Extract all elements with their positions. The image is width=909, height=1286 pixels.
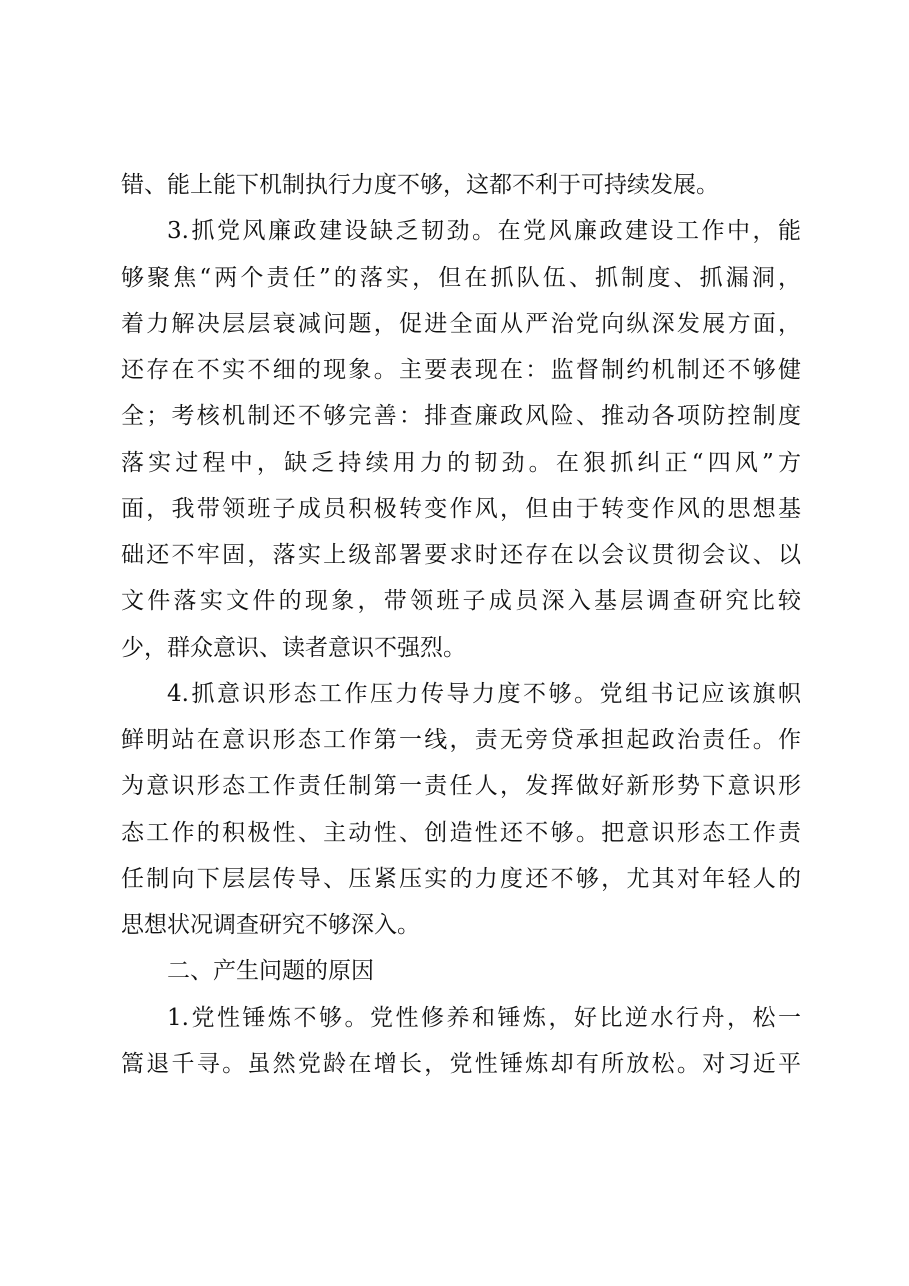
text-line: 文件落实文件的现象，带领班子成员深入基层调查研究比较 (121, 588, 801, 615)
document-body (121, 162, 801, 1087)
text-line: 3.抓党风廉政建设缺乏韧劲。在党风廉政建设工作中，能 (167, 218, 801, 245)
text-line: 为意识形态工作责任制第一责任人，发挥做好新形势下意识形 (121, 773, 801, 800)
text-line: 落实过程中，缺乏持续用力的韧劲。在狠抓纠正“四风”方 (121, 449, 801, 476)
text-line: 4.抓意识形态工作压力传导力度不够。党组书记应该旗帜 (167, 680, 801, 707)
text-line: 着力解决层层衰减问题，促进全面从严治党向纵深发展方面， (121, 310, 801, 337)
text-line: 全；考核机制还不够完善：排查廉政风险、推动各项防控制度 (121, 403, 801, 430)
text-line: 任制向下层层传导、压紧压实的力度还不够，尤其对年轻人的 (121, 865, 801, 892)
text-line: 鲜明站在意识形态工作第一线，责无旁贷承担起政治责任。作 (121, 727, 801, 753)
text-line: 思想状况调查研究不够深入。 (121, 912, 420, 938)
text-line: 态工作的积极性、主动性、创造性还不够。把意识形态工作责 (121, 819, 801, 846)
text-line: 面，我带领班子成员积极转变作风，但由于转变作风的思想基 (121, 495, 801, 522)
text-line: 篙退千寻。虽然党龄在增长，党性锤炼却有所放松。对习近平 (121, 1050, 801, 1077)
text-line: 够聚焦“两个责任”的落实，但在抓队伍、抓制度、抓漏洞， (121, 264, 801, 291)
text-line: 还存在不实不细的现象。主要表现在：监督制约机制还不够健 (121, 357, 801, 383)
text-line: 1.党性锤炼不够。党性修养和锤炼，好比逆水行舟，松一 (167, 1004, 801, 1031)
text-line: 二、产生问题的原因 (167, 958, 374, 985)
text-line: 错、能上能下机制执行力度不够，这都不利于可持续发展。 (121, 172, 719, 198)
text-line: 础还不牢固，落实上级部署要求时还存在以会议贯彻会议、以 (121, 542, 801, 568)
text-line: 少，群众意识、读者意识不强烈。 (121, 634, 466, 661)
